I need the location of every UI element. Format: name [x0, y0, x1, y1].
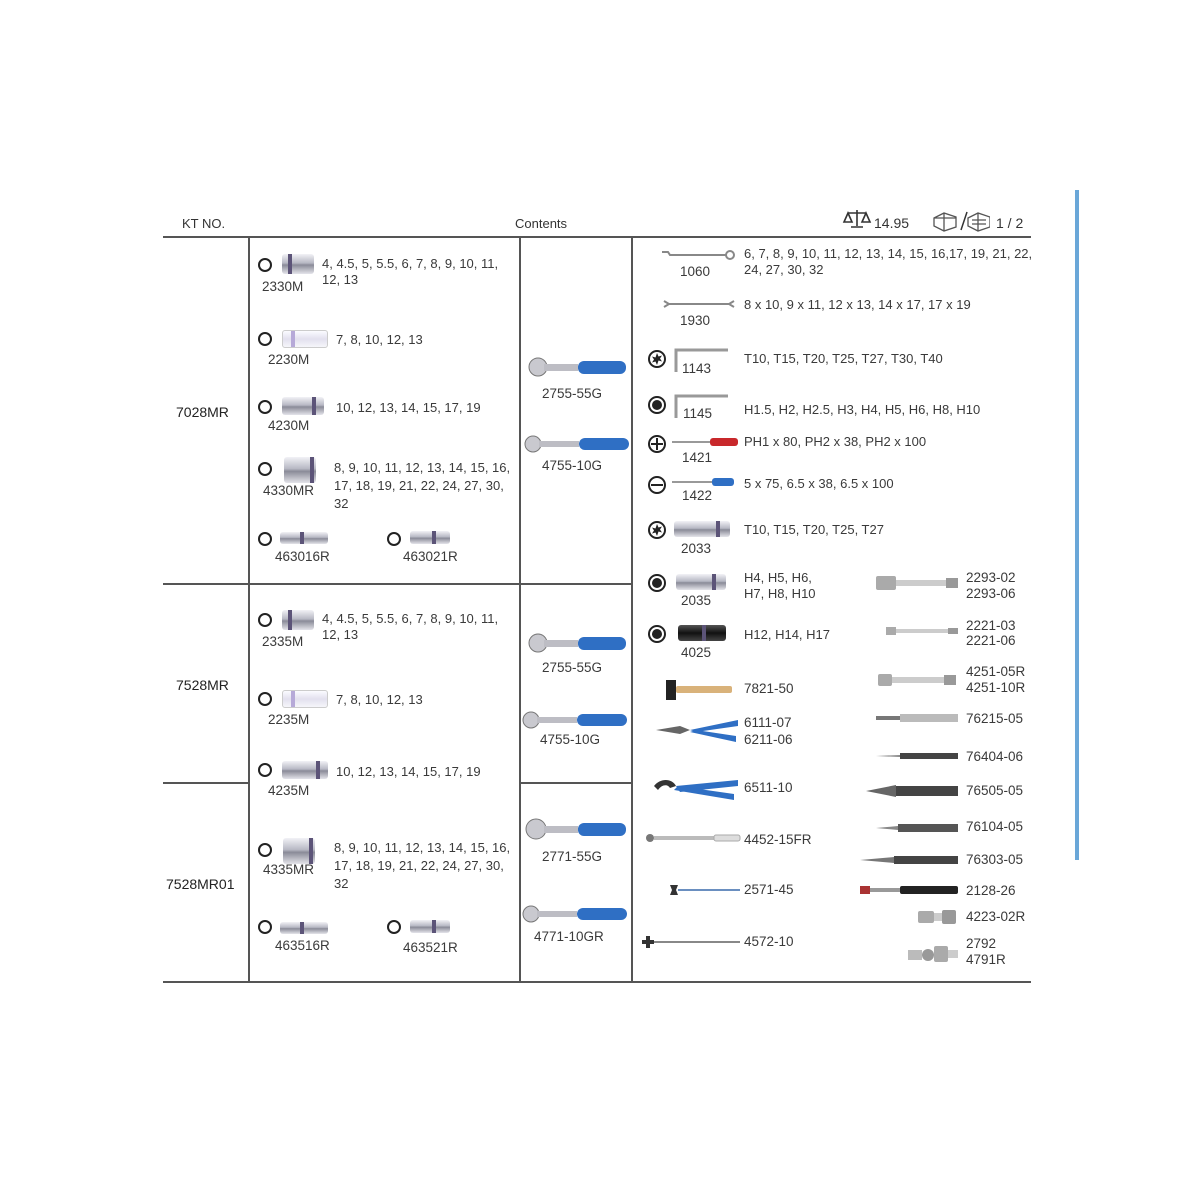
punch-icon	[874, 752, 960, 760]
socket-ring-icon	[258, 843, 272, 857]
tool-desc: 5 x 75, 6.5 x 38, 6.5 x 100	[744, 476, 894, 491]
taper-punch-icon	[858, 855, 960, 865]
socket-ring-icon	[258, 692, 272, 706]
tool-code: 6211-06	[744, 732, 793, 747]
slotted-icon	[648, 476, 666, 494]
torx-icon	[648, 350, 666, 368]
column-divider	[519, 238, 521, 983]
weight-value: 14.95	[874, 215, 910, 231]
tool-code: 4572-10	[744, 934, 794, 949]
kit-number: 7528MR01	[166, 876, 235, 892]
tool-code: 2792	[966, 936, 997, 951]
header-rule	[163, 236, 1031, 238]
pliers-icon	[654, 718, 740, 746]
socket-sizes: 10, 12, 13, 14, 15, 17, 19	[336, 764, 481, 779]
ratchet-icon	[522, 434, 632, 456]
socket-ring-icon	[387, 920, 401, 934]
socket-code: 4335MR	[263, 862, 315, 877]
tool-code: 76404-06	[966, 749, 1024, 764]
socket-code: 4330MR	[263, 483, 315, 498]
socket-ring-icon	[258, 613, 272, 627]
tool-code: 7821-50	[744, 681, 794, 696]
water-pump-pliers-icon	[652, 776, 742, 802]
socket-icon	[280, 532, 328, 544]
socket-code: 463021R	[403, 549, 458, 564]
ratchet-icon	[520, 710, 630, 732]
tool-code: 4025	[681, 645, 712, 660]
socket-sizes: 7, 8, 10, 12, 13	[336, 332, 423, 347]
phillips-screwdriver-icon	[672, 436, 740, 448]
kit-number: 7528MR	[176, 677, 229, 693]
tool-code: 6511-10	[744, 780, 793, 795]
extension-bar-icon	[884, 625, 960, 637]
universal-joint-icon	[906, 942, 960, 966]
tool-code: 4223-02R	[966, 909, 1026, 924]
chisel-icon	[874, 713, 960, 723]
row-divider	[519, 782, 631, 784]
socket-sizes: 4, 4.5, 5, 5.5, 6, 7, 8, 9, 10, 11, 12, 13	[322, 611, 499, 642]
ratchet-code: 2755-55G	[542, 386, 603, 401]
tool-code: 1143	[682, 361, 712, 376]
contents-header: Contents	[515, 216, 568, 231]
tool-code: 76215-05	[966, 711, 1024, 726]
tool-code: 4452-15FR	[744, 832, 812, 847]
tool-code: 2221-06	[966, 633, 1016, 648]
tool-desc: H4, H5, H6, H7, H8, H10	[744, 570, 816, 601]
ratchet-icon	[520, 904, 630, 926]
tool-desc: 8 x 10, 9 x 11, 12 x 13, 14 x 17, 17 x 19	[744, 297, 971, 312]
socket-code: 2335M	[262, 634, 304, 649]
scale-icon	[842, 208, 872, 230]
footer-rule	[163, 981, 1031, 983]
tool-code: 1930	[680, 313, 711, 328]
socket-sizes: 4, 4.5, 5, 5.5, 6, 7, 8, 9, 10, 11, 12, 13	[322, 256, 499, 287]
socket-sizes: 7, 8, 10, 12, 13	[336, 692, 423, 707]
socket-icon	[410, 531, 450, 544]
socket-icon	[282, 397, 324, 415]
pin-punch-icon	[874, 823, 960, 833]
tool-code: 1421	[682, 450, 713, 465]
socket-code: 463516R	[275, 938, 330, 953]
socket-icon	[282, 254, 314, 274]
tool-code: 2293-02	[966, 570, 1016, 585]
kit-number: 7028MR	[176, 404, 229, 420]
tool-desc: T10, T15, T20, T25, T27	[744, 522, 884, 537]
socket-icon	[282, 330, 328, 348]
ratchet-code: 4771-10GR	[534, 929, 604, 944]
bit-socket-icon	[678, 625, 726, 641]
socket-code: 2230M	[268, 352, 310, 367]
pack-value: 1 / 2	[996, 215, 1024, 231]
torx-icon	[648, 521, 666, 539]
spinner-handle-icon	[666, 883, 742, 897]
tool-code: 6111-07	[744, 715, 792, 730]
magnetic-pickup-icon	[858, 884, 960, 896]
tool-code: 2035	[681, 593, 712, 608]
tool-code: 4251-10R	[966, 680, 1026, 695]
column-divider	[631, 238, 633, 983]
tool-code: 76303-05	[966, 852, 1024, 867]
row-divider	[163, 782, 249, 784]
socket-icon	[282, 610, 314, 630]
column-divider	[248, 238, 250, 983]
tool-desc: H1.5, H2, H2.5, H3, H4, H5, H6, H8, H10	[744, 402, 981, 417]
socket-ring-icon	[258, 400, 272, 414]
extension-bar-icon	[876, 672, 958, 688]
socket-icon	[283, 838, 315, 864]
socket-icon	[410, 920, 450, 933]
socket-code: 4235M	[268, 783, 310, 798]
socket-code: 2330M	[262, 279, 304, 294]
tool-code: 4791R	[966, 952, 1006, 967]
socket-ring-icon	[258, 532, 272, 546]
ratchet-code: 4755-10G	[540, 732, 601, 747]
tool-desc: T10, T15, T20, T25, T27, T30, T40	[744, 351, 943, 366]
socket-ring-icon	[387, 532, 401, 546]
tool-code: 1145	[683, 406, 713, 421]
ratchet-code: 2755-55G	[542, 660, 603, 675]
socket-icon	[282, 761, 328, 779]
tool-code: 2221-03	[966, 618, 1016, 633]
ratchet-icon	[524, 818, 630, 842]
ratchet-code: 4755-10G	[542, 458, 603, 473]
bit-socket-icon	[676, 574, 726, 590]
tool-code: 4251-05R	[966, 664, 1026, 679]
socket-code: 463521R	[403, 940, 458, 955]
tool-code: 76104-05	[966, 819, 1024, 834]
tool-desc: H12, H14, H17	[744, 627, 830, 642]
open-end-wrench-icon	[662, 298, 736, 310]
tool-code: 1060	[680, 264, 711, 279]
tool-code: 1422	[682, 488, 713, 503]
hex-icon	[648, 574, 666, 592]
phillips-icon	[648, 435, 666, 453]
slotted-screwdriver-icon	[672, 476, 736, 488]
box-icon	[932, 210, 990, 232]
hex-icon	[648, 625, 666, 643]
socket-sizes: 8, 9, 10, 11, 12, 13, 14, 15, 16, 17, 18, 19, 21, 22, 24, 27, 30, 32	[334, 460, 511, 511]
ratchet-icon	[526, 632, 630, 656]
tool-code: 2571-45	[744, 882, 794, 897]
ratchet-icon	[526, 356, 630, 380]
hex-icon	[648, 396, 666, 414]
socket-ring-icon	[258, 920, 272, 934]
socket-ring-icon	[258, 763, 272, 777]
ratchet-code: 2771-55G	[542, 849, 603, 864]
torque-wrench-icon	[644, 832, 742, 844]
socket-sizes: 8, 9, 10, 11, 12, 13, 14, 15, 16, 17, 18, 19, 21, 22, 24, 27, 30, 32	[334, 840, 511, 891]
t-handle-icon	[640, 934, 742, 950]
tool-code: 2033	[681, 541, 712, 556]
accent-bar	[1075, 190, 1079, 860]
socket-ring-icon	[258, 462, 272, 476]
socket-code: 2235M	[268, 712, 310, 727]
socket-sizes: 10, 12, 13, 14, 15, 17, 19	[336, 400, 481, 415]
center-punch-icon	[864, 784, 960, 798]
socket-icon	[282, 690, 328, 708]
socket-ring-icon	[258, 332, 272, 346]
hammer-icon	[656, 678, 736, 702]
socket-icon	[280, 922, 328, 934]
bit-socket-icon	[674, 521, 730, 537]
tool-code: 2128-26	[966, 883, 1016, 898]
row-divider	[163, 583, 631, 585]
tool-desc: PH1 x 80, PH2 x 38, PH2 x 100	[744, 434, 927, 449]
tool-code: 2293-06	[966, 586, 1016, 601]
socket-ring-icon	[258, 258, 272, 272]
extension-bar-icon	[874, 574, 960, 592]
combination-wrench-icon	[660, 248, 736, 262]
tool-code: 76505-05	[966, 783, 1024, 798]
socket-icon	[284, 457, 316, 483]
tool-desc: 6, 7, 8, 9, 10, 11, 12, 13, 14, 15, 16,17, 19, 21, 22, 24, 27, 30, 32	[744, 246, 1033, 277]
kt-no-header: KT NO.	[182, 216, 226, 231]
socket-code: 4230M	[268, 418, 310, 433]
adaptor-icon	[916, 908, 958, 926]
socket-code: 463016R	[275, 549, 330, 564]
